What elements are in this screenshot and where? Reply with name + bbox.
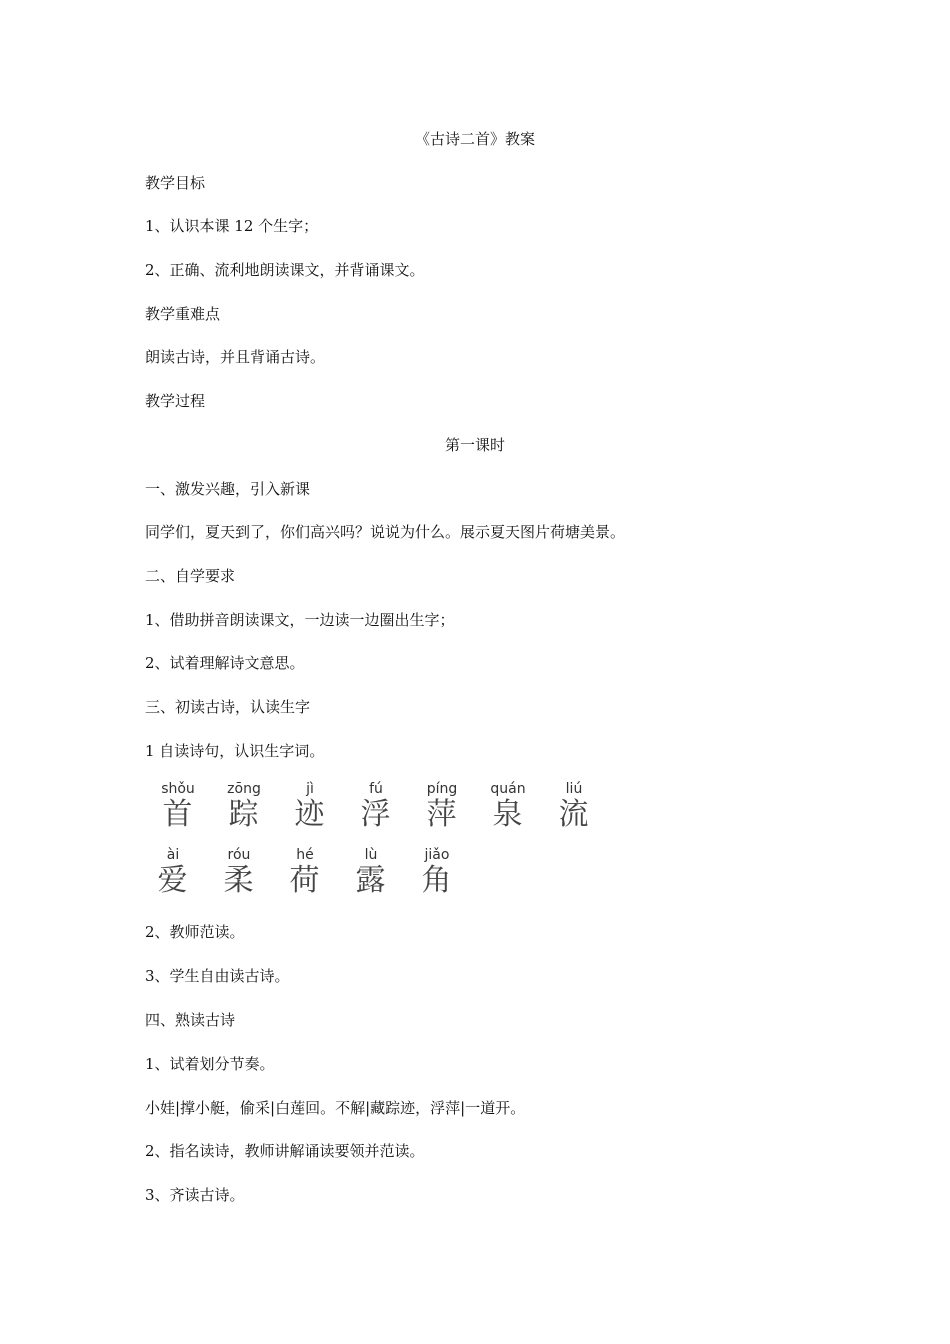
section-4-item-3: 3、齐读古诗。 xyxy=(145,1186,245,1204)
document-title: 《古诗二首》教案 xyxy=(414,130,535,148)
character-row-1 xyxy=(145,780,607,850)
pinyin-label: fú xyxy=(369,781,383,797)
character-card xyxy=(338,846,404,916)
character-row-2 xyxy=(140,846,470,916)
character-card xyxy=(404,846,470,916)
pinyin-label: lù xyxy=(364,847,378,863)
hanzi-character: 首 xyxy=(162,797,194,832)
hanzi-character: 泉 xyxy=(492,797,524,832)
hanzi-character: 浮 xyxy=(360,797,392,832)
character-card xyxy=(272,846,338,916)
section-3-item-2: 2、教师范读。 xyxy=(145,923,245,941)
character-card xyxy=(343,780,409,850)
hanzi-character: 荷 xyxy=(289,863,321,898)
character-card xyxy=(206,846,272,916)
section-2-item-1: 1、借助拼音朗读课文，一边读一边圈出生字； xyxy=(145,611,455,629)
goal-item-2: 2、正确、流利地朗读课文，并背诵课文。 xyxy=(145,261,425,279)
pinyin-label: zōng xyxy=(227,781,261,797)
character-card xyxy=(145,780,211,850)
character-card xyxy=(211,780,277,850)
section-4-item-2: 2、指名读诗，教师讲解诵读要领并范读。 xyxy=(145,1142,425,1160)
hanzi-character: 露 xyxy=(355,863,387,898)
section-1-text: 同学们，夏天到了，你们高兴吗？说说为什么。展示夏天图片荷塘美景。 xyxy=(145,523,626,541)
hanzi-character: 踪 xyxy=(228,797,260,832)
pinyin-label: quán xyxy=(490,781,526,797)
goal-heading: 教学目标 xyxy=(145,174,206,192)
pinyin-label: liú xyxy=(565,781,583,797)
lesson-title: 第一课时 xyxy=(444,436,505,454)
hanzi-character: 角 xyxy=(421,863,453,898)
section-2-item-2: 2、试着理解诗文意思。 xyxy=(145,654,305,672)
section-3-item-3: 3、学生自由读古诗。 xyxy=(145,967,290,985)
pinyin-label: ài xyxy=(166,847,180,863)
pinyin-label: hé xyxy=(296,847,314,863)
key-text: 朗读古诗，并且背诵古诗。 xyxy=(145,348,326,366)
pinyin-label: píng xyxy=(426,781,458,797)
hanzi-character: 爱 xyxy=(157,863,189,898)
section-2-heading: 二、自学要求 xyxy=(145,567,236,585)
section-3-item-1: 1 自读诗句，认识生字词。 xyxy=(145,742,325,760)
pinyin-label: róu xyxy=(227,847,251,863)
character-card xyxy=(277,780,343,850)
section-4-heading: 四、熟读古诗 xyxy=(145,1011,236,1029)
pinyin-label: jì xyxy=(306,781,314,797)
goal-item-1: 1、认识本课 12 个生字； xyxy=(145,217,319,235)
section-3-heading: 三、初读古诗，认读生字 xyxy=(145,698,311,716)
hanzi-character: 柔 xyxy=(223,863,255,898)
poem-rhythm-text: 小娃|撑小艇，偷采|白莲回。不解|藏踪迹，浮萍|一道开。 xyxy=(145,1099,526,1117)
hanzi-character: 流 xyxy=(558,797,590,832)
character-card xyxy=(140,846,206,916)
character-card xyxy=(409,780,475,850)
key-heading: 教学重难点 xyxy=(145,305,221,323)
hanzi-character: 萍 xyxy=(426,797,458,832)
pinyin-label: shǒu xyxy=(161,781,195,797)
hanzi-character: 迹 xyxy=(294,797,326,832)
section-1-heading: 一、激发兴趣，引入新课 xyxy=(145,480,311,498)
character-card xyxy=(541,780,607,850)
process-heading: 教学过程 xyxy=(145,392,206,410)
character-card xyxy=(475,780,541,850)
section-4-item-1: 1、试着划分节奏。 xyxy=(145,1055,275,1073)
pinyin-label: jiǎo xyxy=(424,847,450,863)
